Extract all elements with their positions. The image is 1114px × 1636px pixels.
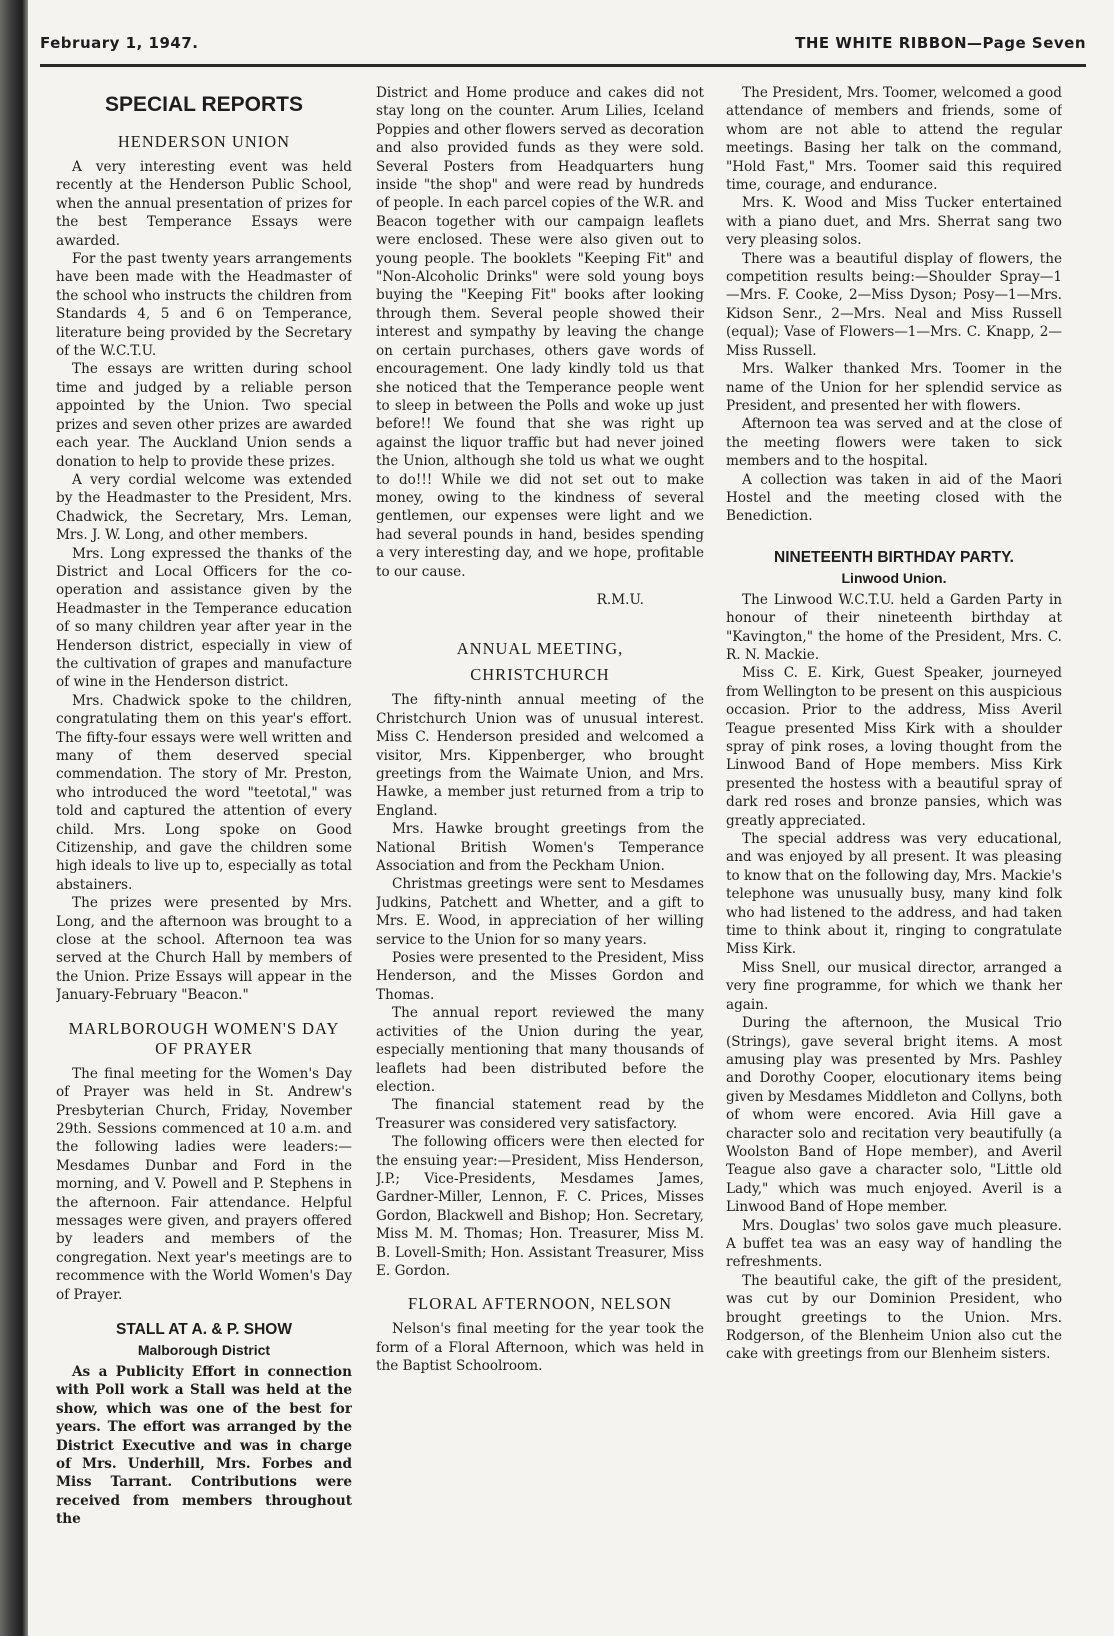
article-signature: R.M.U. bbox=[596, 591, 644, 608]
paragraph: The fifty-ninth annual meeting of the Christchurch Union was of unusual interest. Miss C. Henderson presided and welcomed a visitor, Mrs. Kippenberger, who brought greetings from the Waimate Union, and Mrs. Hawke, a member just returned from a trip to England. bbox=[376, 692, 704, 819]
article-heading-floral: FLORAL AFTERNOON, NELSON bbox=[407, 1294, 673, 1314]
paragraph: Posies were presented to the President, Miss Henderson, and the Misses Gordon and Thomas. bbox=[376, 950, 704, 1003]
article-subheading-stall: Malborough District bbox=[137, 1341, 271, 1358]
column-1 bbox=[56, 84, 352, 1626]
paragraph: District and Home produce and cakes did not stay long on the counter. Arum Lilies, Iceland Poppies and other flowers served as decoration and also provided funds as they were sold. Several Posters from Headquarters hung inside "the shop" and were read by hundreds of people. In each parcel copies of the W.R. and Beacon together with our campaign leaflets were enclosed. These were also given out to young people. The booklets "Keeping Fit" and "Non-Alcoholic Drinks" were sold young boys buying the "Keeping Fit" books after looking through them. Several people showed their interest and sympathy by leaving the change on certain purchases, others gave words of encouragement. One lady kindly told us that she noticed that the Temperance people went to sleep in between the Polls and woke up just before!! We found that she was right up against the liquor traffic but had never joined the Union, although she told us what we ought to do!!! While we did not set out to make money, owing to the kindness of several gentlemen, our expenses were light and we had several pounds in hand, besides spending a very interesting day, and we hope, profitable to our cause. bbox=[376, 85, 704, 580]
article-subheading-birthday: Linwood Union. bbox=[841, 569, 947, 586]
column-3 bbox=[726, 84, 1062, 1626]
paragraph: Nelson's final meeting for the year took the form of a Floral Afternoon, which was held in the Baptist Schoolroom. bbox=[376, 1321, 704, 1375]
page-header bbox=[40, 34, 1086, 64]
header-rule bbox=[40, 64, 1086, 67]
binding-spine bbox=[0, 0, 28, 1636]
paragraph: A collection was taken in aid of the Maori Hostel and the meeting closed with the Benediction. bbox=[726, 471, 1062, 525]
paragraph: Mrs. Douglas' two solos gave much pleasure. A buffet tea was an easy way of handling the refreshments. bbox=[726, 1217, 1062, 1271]
article-heading-henderson: HENDERSON UNION bbox=[117, 132, 291, 151]
paragraph: Mrs. Long expressed the thanks of the District and Local Officers for the co-operation and assistance given by the Headmaster in the Temperance education of so many children year after year in the Henderson district, especially in view of the cultivation of grapes and manufacture of wine in the Henderson district. bbox=[56, 545, 352, 691]
issue-date: February 1, 1947. bbox=[40, 34, 199, 52]
paragraph: Mrs. Walker thanked Mrs. Toomer in the name of the Union for her splendid service as President, and presented her with flowers. bbox=[726, 361, 1062, 414]
paragraph: Afternoon tea was served and at the close of the meeting flowers were taken to sick members and to the hospital. bbox=[726, 416, 1062, 470]
article-heading-birthday: NINETEENTH BIRTHDAY PARTY. bbox=[774, 548, 1014, 566]
paragraph: The annual report reviewed the many activities of the Union during the year, especially mentioning that many thousands of leaflets had been distributed before the election. bbox=[376, 1005, 704, 1095]
publication-title: THE WHITE RIBBON—Page Seven bbox=[795, 34, 1086, 52]
paragraph: A very interesting event was held recently at the Henderson Public School, when the annual presentation of prizes for the best Temperance Essays were awarded. bbox=[56, 159, 352, 249]
article-subheading-annual: CHRISTCHURCH bbox=[470, 665, 610, 685]
paragraph: Christmas greetings were sent to Mesdames Judkins, Patchett and Whetter, and a gift to Mrs. E. Wood, in appreciation of her willing service to the Union for so many years. bbox=[376, 876, 704, 948]
paragraph: Mrs. Chadwick spoke to the children, congratulating them on this year's effort. The fifty-four essays were well written and many of them deserved special commendation. The story of Mr. Preston, who introduced the word "teetotal," was told and captured the attention of every child. Mrs. Long spoke on Good Citizenship, and gave the children some high ideals to live up to, especially as total abstainers. bbox=[56, 692, 352, 893]
article-heading-annual: ANNUAL MEETING, bbox=[456, 639, 624, 659]
paragraph: There was a beautiful display of flowers, the competition results being:—Shoulder Spray—1—Mrs. F. Cooke, 2—Miss Dyson; Posy—1—Mrs. Kidson Senr., 2—Mrs. Neal and Miss Russell (equal); Vase of Flowers—1—Mrs. C. Knapp, 2—Miss Russell. bbox=[726, 250, 1062, 359]
paragraph: Mrs. Hawke brought greetings from the National British Women's Temperance Association and from the Peckham Union. bbox=[376, 821, 704, 875]
paragraph: The essays are written during school time and judged by a reliable person appointed by the Union. Two special prizes and seven other prizes are awarded each year. The Auckland Union sends a donation to help to provide these prizes. bbox=[56, 361, 352, 470]
paragraph: For the past twenty years arrangements have been made with the Headmaster of the school who instructs the children from Standards 4, 5 and 6 on Temperance, literature being provided by the Secretary of the W.C.T.U. bbox=[56, 251, 352, 360]
paragraph: Miss C. E. Kirk, Guest Speaker, journeyed from Wellington to be present on this auspicious occasion. Prior to the address, Miss Averil Teague presented Miss Kirk with a shoulder spray of pink roses, a loving thought from the Linwood Band of Hope members. Miss Kirk presented the hostess with a beautiful spray of dark red roses and bronze pansies, which was greatly appreciated. bbox=[726, 665, 1062, 829]
paragraph: The final meeting for the Women's Day of Prayer was held in St. Andrew's Presbyterian Church, Friday, November 29th. Sessions commenced at 10 a.m. and the following ladies were leaders:—Mesdames Dunbar and Ford in the morning, and V. Powell and P. Stephens in the afternoon. Fair attendance. Helpful messages were given, and prayers offered by leaders and members of the congregation. Next year's meetings are to recommence with the World Women's Day of Prayer. bbox=[56, 1065, 352, 1303]
paragraph: A very cordial welcome was extended by the Headmaster to the President, Mrs. Chadwick, the Secretary, Mrs. Leman, Mrs. J. W. Long, and other members. bbox=[56, 471, 352, 544]
paragraph: The beautiful cake, the gift of the president, was cut by our Dominion President, who brought greetings to the Union. Mrs. Rodgerson, of the Blenheim Union also cut the cake with greetings from our Blenheim sisters. bbox=[726, 1272, 1062, 1363]
column-2 bbox=[376, 84, 704, 1626]
paragraph: The following officers were then elected for the ensuing year:—President, Miss Henderson, J.P.; Vice-Presidents, Mesdames James, Gardner-Miller, Lennon, F. C. Prices, Misses Gordon, Blackwell and Bishop; Hon. Secretary, Miss M. M. Thomas; Hon. Treasurer, Miss M. B. Lovell-Smith; Hon. Assistant Treasurer, Miss E. Gordon. bbox=[376, 1134, 704, 1279]
paragraph: Mrs. K. Wood and Miss Tucker entertained with a piano duet, and Mrs. Sherrat sang two very pleasing solos. bbox=[726, 195, 1062, 249]
paragraph: The Linwood W.C.T.U. held a Garden Party in honour of their nineteenth birthday at "Kavington," the home of the President, Mrs. C. R. N. Mackie. bbox=[726, 591, 1062, 663]
article-heading-stall: STALL AT A. & P. SHOW bbox=[116, 1320, 292, 1338]
paragraph: The President, Mrs. Toomer, welcomed a good attendance of members and friends, some of whom are not able to attend the regular meetings. Basing her talk on the command, "Hold Fast," Mrs. Toomer said this required time, courage, and endurance. bbox=[726, 85, 1062, 194]
paragraph: Miss Snell, our musical director, arranged a very fine programme, for which we thank her again. bbox=[726, 959, 1062, 1013]
paragraph: During the afternoon, the Musical Trio (Strings), gave several bright items. A most amusing play was presented by Mrs. Pashley and Dorothy Cooper, elocutionary items being given by Mesdames Middleton and Collyns, both of whom were encored. Avia Hill gave a character solo and recitation very beautifully (a Woolston Band of Hope member), and Averil Teague also gave a character solo, "Little old Lady," which was much enjoyed. Averil is a Linwood Band of Hope member. bbox=[726, 1015, 1062, 1216]
paragraph: The prizes were presented by Mrs. Long, and the afternoon was brought to a close at the school. Afternoon tea was served at the Church Hall by members of the Union. Prize Essays will appear in the January-February "Beacon." bbox=[56, 895, 352, 1004]
article-heading-marlborough: MARLBOROUGH WOMEN'S DAY OF PRAYER bbox=[68, 1018, 340, 1058]
section-title: SPECIAL REPORTS bbox=[105, 93, 303, 116]
paragraph: As a Publicity Effort in connection with Poll work a Stall was held at the show, which was one of the best for years. The effort was arranged by the District Executive and was in charge of Mrs. Underhill, Mrs. Forbes and Miss Tarrant. Contributions were received from members throughout the bbox=[56, 1363, 352, 1528]
paragraph: The special address was very educational, and was enjoyed by all present. It was pleasing to know that on the following day, Mrs. Mackie's telephone was unusually busy, many kind folk who had listened to the address, and had taken time to think about it, ringing to congratulate Miss Kirk. bbox=[726, 831, 1062, 958]
paragraph: The financial statement read by the Treasurer was considered very satisfactory. bbox=[376, 1097, 704, 1132]
